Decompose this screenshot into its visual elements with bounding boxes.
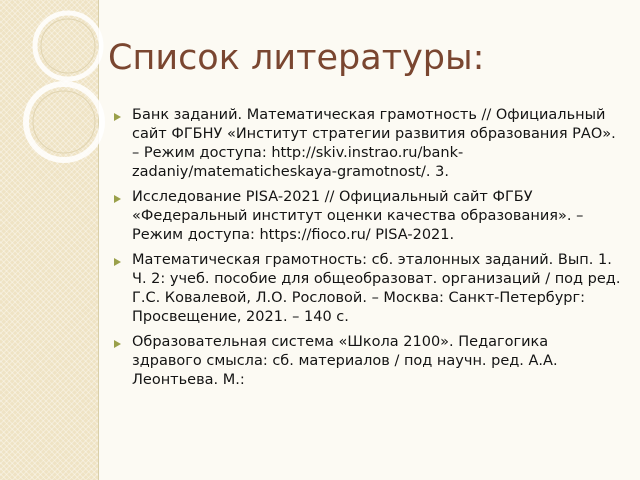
- list-item: [114, 106, 622, 182]
- list-item-text: Банк заданий. Математическая грамотность // Официальный сайт ФГБНУ «Институт стратегии развития образования РАО». – Режим доступа: http://skiv.instrao.ru/bank-zadaniy/matematicheskaya-gramotnost/. 3.: [132, 107, 616, 180]
- list-item: [114, 251, 622, 327]
- list-item-text: Образовательная система «Школа 2100». Педагогика здравого смысла: сб. материалов / под научн. ред. А.А. Леонтьева. М.:: [132, 334, 558, 388]
- bibliography-list: [114, 106, 622, 396]
- list-item: [114, 188, 622, 245]
- bullet-icon: [114, 340, 121, 348]
- slide-title: Список литературы:: [108, 38, 485, 78]
- bullet-icon: [114, 258, 121, 266]
- list-item: [114, 333, 622, 390]
- bullet-icon: [114, 195, 121, 203]
- bullet-icon: [114, 113, 121, 121]
- list-item-text: Математическая грамотность: сб. эталонных заданий. Вып. 1. Ч. 2: учеб. пособие для общеобразоват. организаций / под ред. Г.С. Ковалевой, Л.О. Рословой. – Москва: Санкт-Петербург: Просвещение, 2021. – 140 с.: [132, 252, 621, 325]
- list-item-text: Исследование PISA-2021 // Официальный сайт ФГБУ «Федеральный институт оценки качества образования». – Режим доступа: https://fioco.ru/ PISA-2021.: [132, 189, 584, 243]
